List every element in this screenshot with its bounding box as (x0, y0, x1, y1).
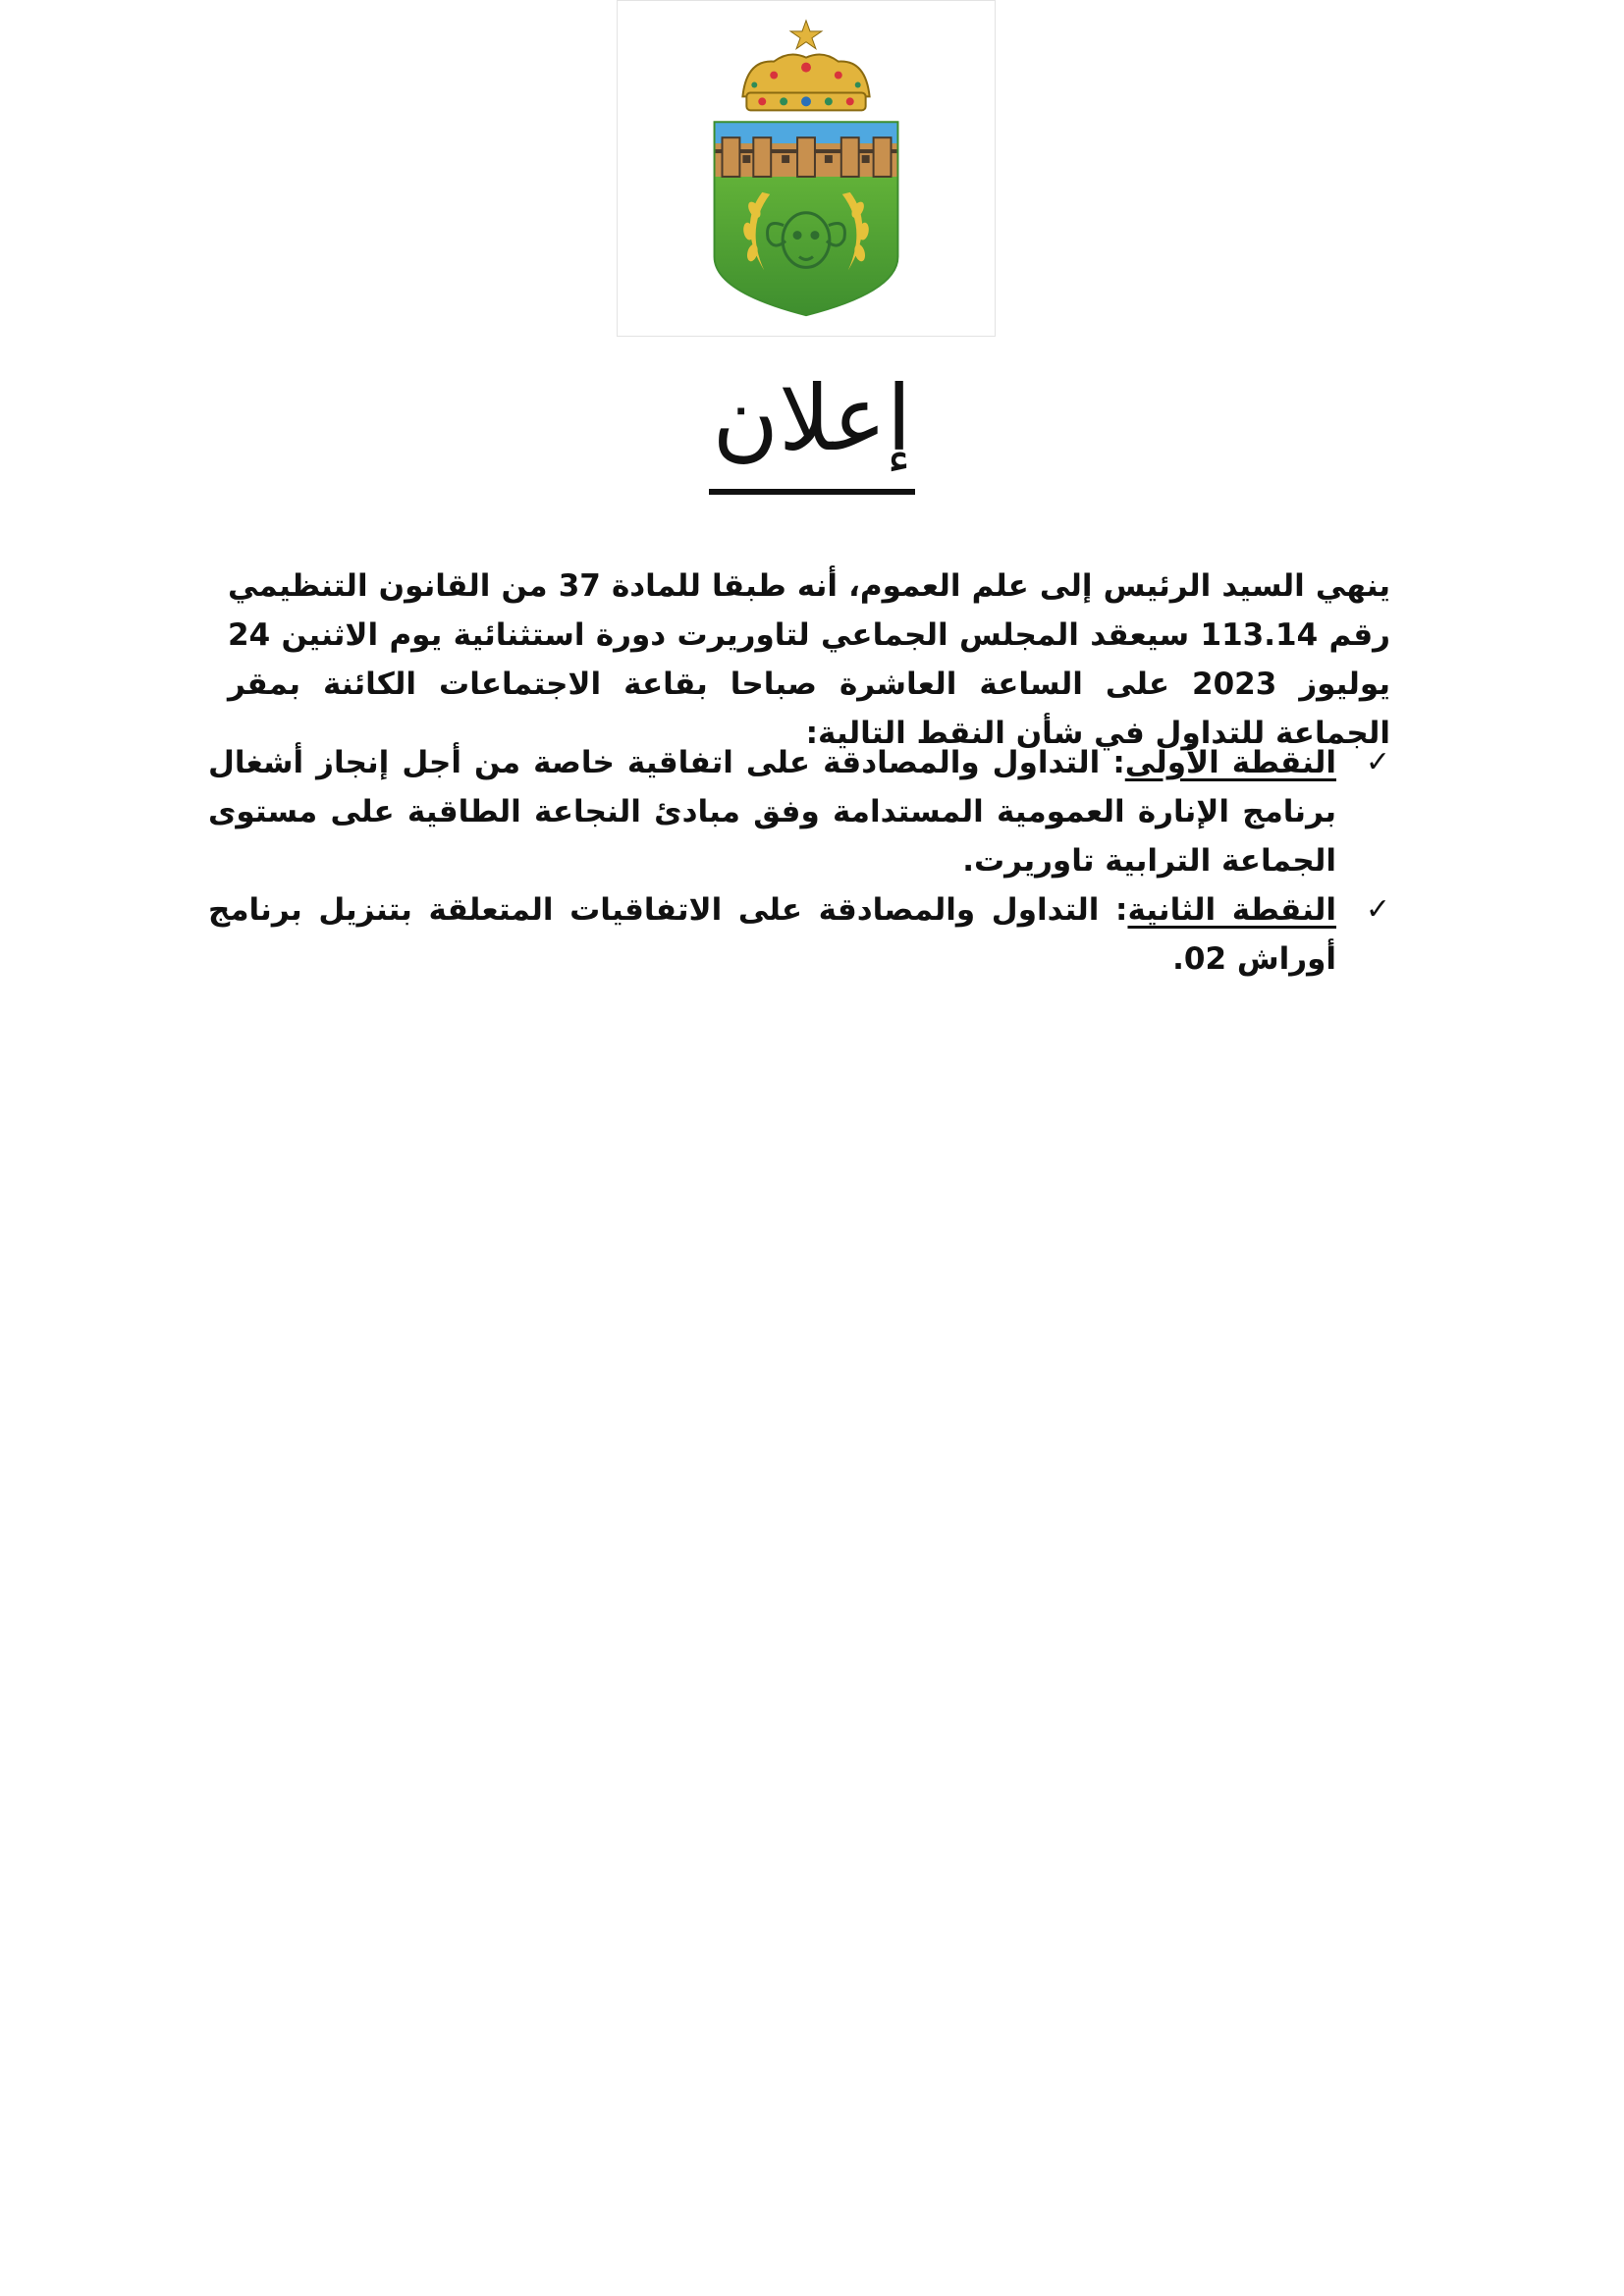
announcement-title (0, 355, 1624, 495)
announcement-title-text: إعلان (709, 355, 916, 495)
agenda-points-list (208, 738, 1390, 984)
agenda-point-2 (208, 885, 1390, 984)
shield-icon (715, 122, 898, 317)
agenda-point-text: : التداول والمصادقة على الاتفاقيات المتعلقة بتنزيل برنامج أوراش 02. (208, 892, 1336, 977)
announcement-intro: ينهي السيد الرئيس إلى علم العموم، أنه طبقا للمادة 37 من القانون التنظيمي رقم 113.14 سيعقد المجلس الجماعي لتاوريرت دورة استثنائية يوم الاثنين 24 يوليوز 2023 على الساعة العاشرة صباحا بقاعة الاجتماعات الكائنة بمقر الجماعة للتداول في شأن النقط التالية: (228, 568, 1391, 751)
checkmark-icon: ✓ (1365, 745, 1390, 779)
crown-icon (742, 21, 869, 110)
agenda-point-label: النقطة الثانية (1127, 892, 1336, 928)
agenda-point-text: : التداول والمصادقة على اتفاقية خاصة من أجل إنجاز أشغال برنامج الإنارة العمومية المستدامة وفق مبادئ النجاعة الطاقية على مستوى الجماعة الترابية تاوريرت. (208, 745, 1336, 879)
checkmark-icon: ✓ (1365, 892, 1390, 927)
municipal-coat-of-arms-logo (617, 0, 996, 337)
agenda-point-label: النقطة الأولى (1124, 745, 1336, 780)
agenda-point-1 (208, 738, 1390, 885)
coat-of-arms-emblem (618, 1, 995, 336)
